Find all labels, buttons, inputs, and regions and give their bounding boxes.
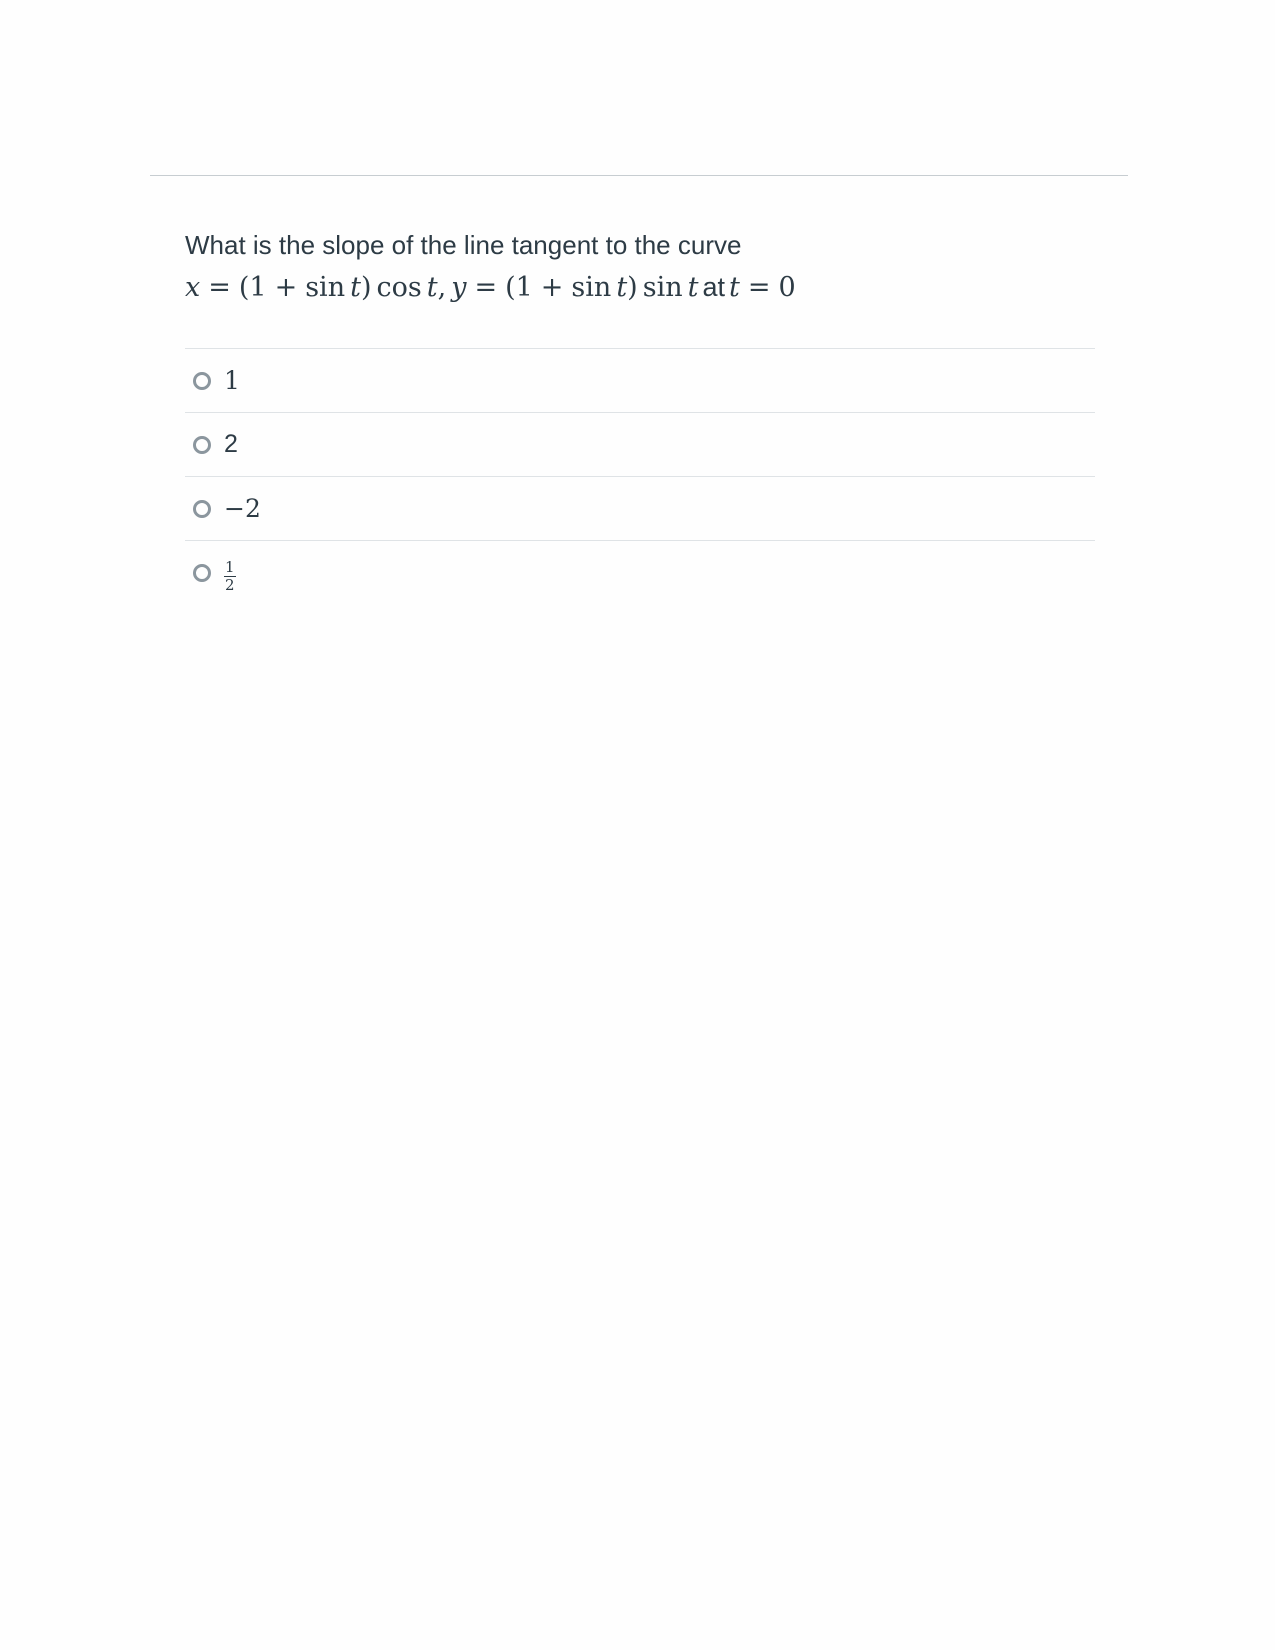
math-cos: cos [376,272,422,303]
answer-label: −2 [224,494,261,523]
math-plus: + [274,272,298,303]
math-equals: = [747,272,771,303]
math-t: t [426,272,438,303]
math-equals: = [208,272,231,303]
math-x: x [185,272,201,303]
math-paren: ) [360,272,372,303]
math-at: at [702,272,725,302]
radio-button-icon[interactable] [193,436,211,454]
answer-fraction [224,560,236,593]
math-paren: ) [627,272,638,303]
math-comma: , [437,272,447,303]
question-text: What is the slope of the line tangent to the curve [185,230,742,260]
answer-label: 2 [224,430,238,458]
top-divider [150,175,1128,176]
math-zero: 0 [778,272,796,303]
answer-option[interactable] [185,412,1095,476]
math-t: t [729,272,740,303]
question-equation [185,265,1105,310]
math-y: y [451,272,467,303]
math-t: t [616,272,628,303]
math-plus: + [540,272,564,303]
math-sin: sin [642,272,683,303]
answer-option[interactable] [185,476,1095,540]
math-equals: = [474,272,498,303]
answer-list [185,348,1095,604]
math-paren: (1 [505,272,533,303]
math-t: t [687,272,699,303]
fraction-denominator: 2 [225,576,235,594]
math-sin: sin [305,272,346,303]
answer-label: 1 [224,366,240,395]
question [185,225,1105,310]
fraction-numerator: 1 [225,558,235,576]
math-t: t [350,272,361,303]
radio-button-icon[interactable] [193,372,211,390]
answer-option[interactable] [185,348,1095,412]
math-paren: (1 [238,272,267,303]
answer-option[interactable] [185,540,1095,604]
radio-button-icon[interactable] [193,500,211,518]
math-sin: sin [571,272,612,303]
radio-button-icon[interactable] [193,564,211,582]
